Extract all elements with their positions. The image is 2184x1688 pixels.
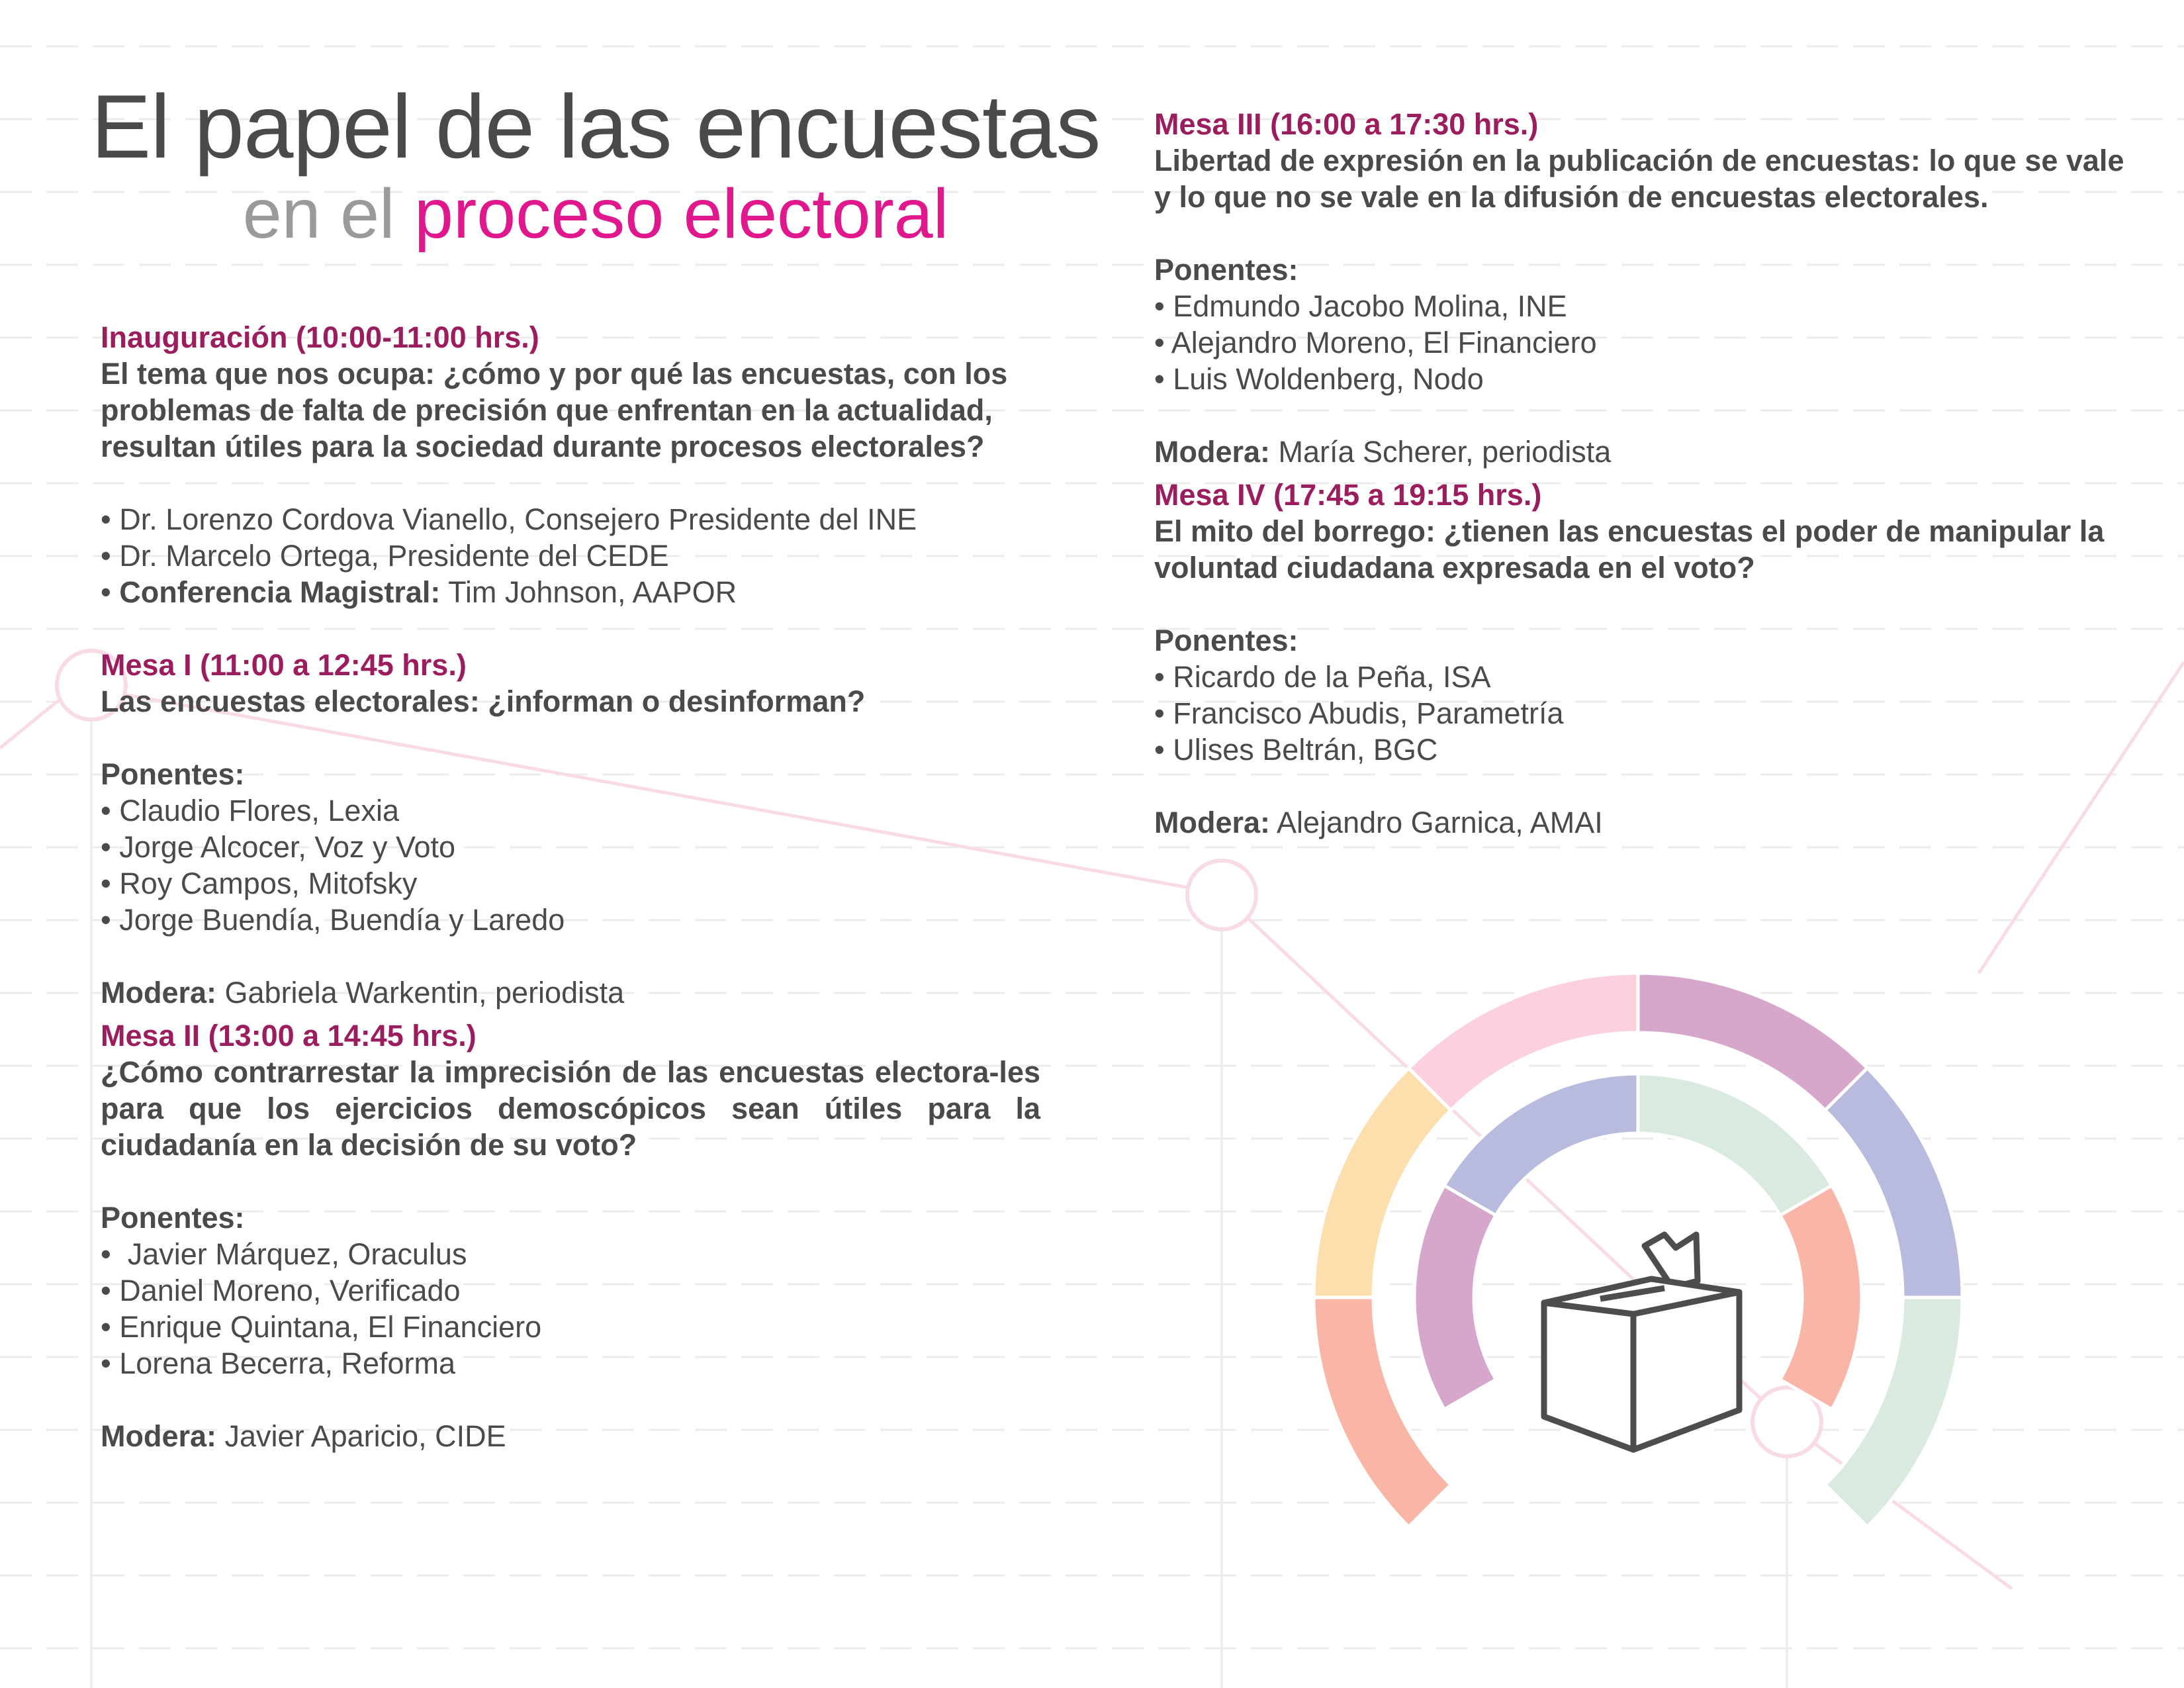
session-mesa-3 [1154,106,2127,470]
moderator-label: Modera: [1154,435,1271,469]
keynote-bullet: • [101,575,120,609]
keynote-value: Tim Johnson, AAPOR [440,575,737,609]
inner-ring-segment [1638,1074,1832,1215]
page-title [66,76,1125,255]
title-line-2 [66,174,1125,255]
speaker-item: • Luis Woldenberg, Nodo [1154,362,1484,396]
inner-ring-segment [1780,1186,1862,1409]
session-mesa-4 [1154,477,2127,841]
program-left-column [101,319,1040,1454]
speaker-item: • Javier Márquez, Oraculus [101,1237,467,1271]
moderator-label: Modera: [1154,806,1271,839]
moderator-value: Gabriela Warkentin, periodista [216,976,625,1009]
session-inauguracion [101,319,1040,610]
speaker-item: • Jorge Alcocer, Voz y Voto [101,830,456,864]
speaker-item: • Dr. Lorenzo Cordova Vianello, Consejero Presidente del INE [101,502,917,536]
session-mesa-1 [101,647,1040,1011]
moderator [1154,804,2127,841]
ponentes-label: Ponentes: [1154,253,1298,287]
moderator [101,974,1040,1011]
session-topic: El mito del borrego: ¿tienen las encuestas el poder de manipular la voluntad ciudadana expresada en el voto? [1154,514,2105,585]
session-heading: Mesa II (13:00 a 14:45 hrs.) [101,1019,477,1053]
program-right-column [1154,106,2127,841]
title-line-2-accent: proceso electoral [414,174,949,253]
session-heading: Mesa III (16:00 a 17:30 hrs.) [1154,107,1539,141]
session-heading: Mesa I (11:00 a 12:45 hrs.) [101,648,467,682]
keynote-label: Conferencia Magistral: [119,575,441,609]
session-heading: Mesa IV (17:45 a 19:15 hrs.) [1154,478,1542,512]
moderator-label: Modera: [101,976,217,1009]
speaker-item: • Alejandro Moreno, El Financiero [1154,326,1597,359]
session-topic: El tema que nos ocupa: ¿cómo y por qué las encuestas, con los problemas de falta de precisión que enfrentan en la actualidad, resultan útiles para la sociedad durante procesos electorales? [101,357,1008,463]
speaker-item: • Claudio Flores, Lexia [101,794,399,827]
session-topic: ¿Cómo contrarrestar la imprecisión de las encuestas electora-les para que los ejercicios demoscópicos sean útiles para la ciudadanía en la decisión de su voto? [101,1055,1040,1162]
speaker-item: • Ulises Beltrán, BGC [1154,733,1438,767]
speaker-item: • Lorena Becerra, Reforma [101,1346,456,1380]
moderator [101,1418,1040,1454]
session-mesa-2 [101,1017,1040,1454]
speaker-item: • Ricardo de la Peña, ISA [1154,660,1491,694]
ballot-box-illustration [1297,960,1992,1556]
ponentes-label: Ponentes: [101,757,245,791]
speaker-item: • Daniel Moreno, Verificado [101,1274,461,1307]
speaker-item: • Enrique Quintana, El Financiero [101,1310,542,1344]
ponentes-label: Ponentes: [101,1201,245,1235]
session-topic: Las encuestas electorales: ¿informan o desinforman? [101,684,866,718]
ponentes-label: Ponentes: [1154,624,1298,657]
moderator-value: Alejandro Garnica, AMAI [1270,806,1603,839]
moderator [1154,434,2127,470]
inner-ring-segment [1414,1186,1496,1409]
speaker-item: • Roy Campos, Mitofsky [101,867,418,900]
session-heading: Inauguración (10:00-11:00 hrs.) [101,320,539,354]
speaker-item: • Jorge Buendía, Buendía y Laredo [101,903,565,937]
moderator-label: Modera: [101,1419,217,1453]
session-topic: Libertad de expresión en la publicación de encuestas: lo que se vale y lo que no se vale en la difusión de encuestas electorales. [1154,144,2124,214]
moderator-value: María Scherer, periodista [1270,435,1612,469]
title-line-2-prefix: en el [242,174,395,253]
title-line-1: El papel de las encuestas [91,76,1101,177]
ballot-box-icon [1544,1235,1739,1450]
keynote-item [101,574,1040,610]
speaker-item: • Francisco Abudis, Parametría [1154,696,1564,730]
moderator-value: Javier Aparicio, CIDE [216,1419,506,1453]
inner-ring-segment [1444,1074,1638,1215]
speaker-item: • Dr. Marcelo Ortega, Presidente del CEDE [101,539,669,573]
speaker-item: • Edmundo Jacobo Molina, INE [1154,289,1567,323]
